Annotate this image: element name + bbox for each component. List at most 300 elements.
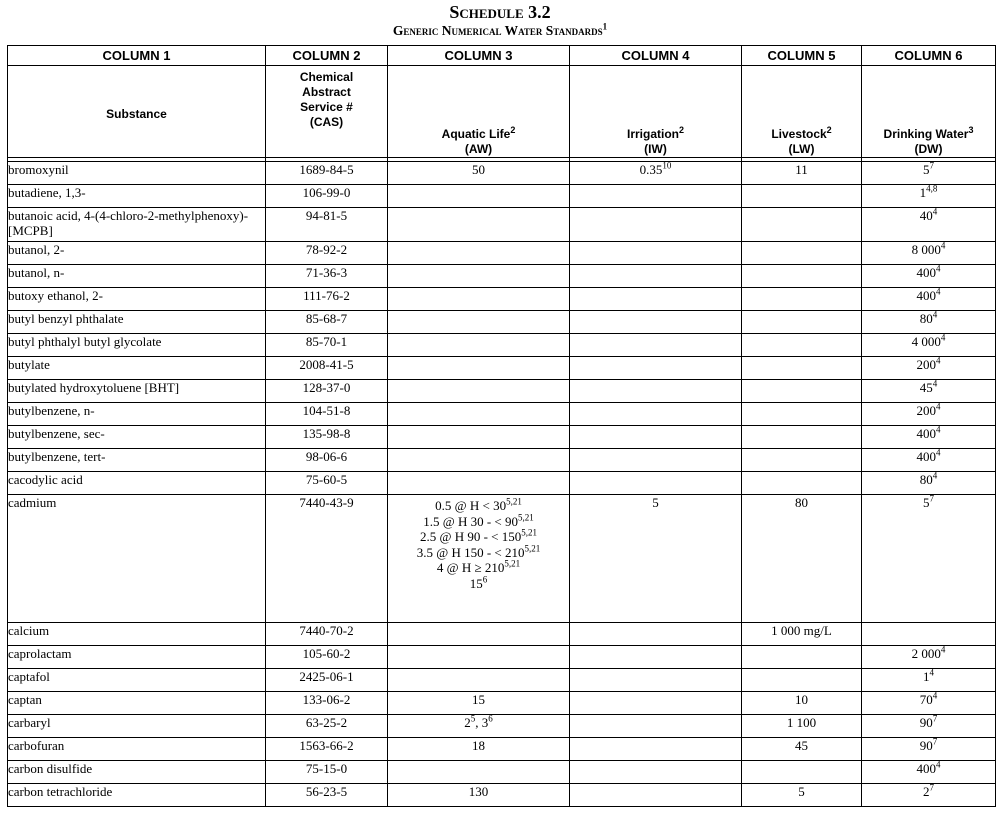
substance-cell bbox=[8, 426, 266, 449]
aquatic-life-value-text: 2 bbox=[464, 715, 471, 730]
aquatic-life-cell bbox=[388, 495, 570, 623]
irrigation-cell bbox=[570, 692, 742, 715]
aquatic-life-value-text: 50 bbox=[472, 162, 485, 177]
drinking-water-value: 1 bbox=[919, 185, 927, 200]
table-row bbox=[8, 311, 996, 334]
livestock-cell bbox=[742, 208, 862, 242]
table-body bbox=[8, 162, 996, 807]
irrigation-cell bbox=[570, 449, 742, 472]
substance-name: butanol, n- bbox=[8, 265, 65, 280]
drinking-water-cell bbox=[862, 208, 996, 242]
cas-cell bbox=[266, 495, 388, 623]
livestock-cell bbox=[742, 288, 862, 311]
livestock-value: 1 100 bbox=[786, 715, 817, 730]
livestock-cell bbox=[742, 185, 862, 208]
aquatic-life-cell bbox=[388, 715, 570, 738]
irrigation-cell bbox=[570, 472, 742, 495]
livestock-value: 5 bbox=[798, 784, 805, 799]
drinking-water-value: 80 bbox=[919, 311, 933, 326]
substance-name: butanoic acid, 4-(4-chloro-2-methylphenoxy)- [MCPB] bbox=[8, 208, 249, 238]
aquatic-life-value-text: 2.5 @ H 90 - < 150 bbox=[419, 529, 522, 544]
aquatic-life-cell bbox=[388, 738, 570, 761]
drinking-water-value-footnote: 7 bbox=[932, 713, 938, 724]
drinking-water-value: 400 bbox=[916, 426, 936, 441]
aquatic-life-cell bbox=[388, 403, 570, 426]
livestock-cell bbox=[742, 784, 862, 807]
table-row bbox=[8, 669, 996, 692]
livestock-cell bbox=[742, 242, 862, 265]
drinking-water-value: 70 bbox=[919, 692, 933, 707]
drinking-water-header-label: Drinking Water bbox=[883, 127, 969, 141]
drinking-water-cell bbox=[862, 311, 996, 334]
irrigation-cell bbox=[570, 185, 742, 208]
drinking-water-value: 80 bbox=[919, 472, 933, 487]
table-row bbox=[8, 380, 996, 403]
drinking-water-header-code: (DW) bbox=[914, 142, 943, 156]
livestock-cell bbox=[742, 761, 862, 784]
irrigation-value: 5 bbox=[652, 495, 659, 510]
cas-cell bbox=[266, 692, 388, 715]
irrigation-cell bbox=[570, 265, 742, 288]
aquatic-life-value-footnote: 5,21 bbox=[506, 496, 522, 507]
drinking-water-value: 400 bbox=[916, 449, 936, 464]
table-row bbox=[8, 288, 996, 311]
livestock-cell bbox=[742, 738, 862, 761]
irrigation-header bbox=[570, 66, 742, 158]
drinking-water-value: 400 bbox=[916, 288, 936, 303]
column-description-row bbox=[8, 66, 996, 158]
cas-number: 85-68-7 bbox=[305, 311, 348, 326]
irrigation-cell bbox=[570, 623, 742, 646]
drinking-water-value-footnote: 4 bbox=[929, 667, 934, 678]
drinking-water-value-footnote: 4 bbox=[932, 470, 938, 481]
aquatic-life-cell bbox=[388, 784, 570, 807]
irrigation-cell bbox=[570, 738, 742, 761]
drinking-water-value: 400 bbox=[916, 761, 936, 776]
livestock-value: 11 bbox=[795, 162, 808, 177]
substance-cell bbox=[8, 669, 266, 692]
cas-cell bbox=[266, 669, 388, 692]
livestock-cell bbox=[742, 357, 862, 380]
drinking-water-value: 90 bbox=[919, 738, 933, 753]
substance-name: butyl benzyl phthalate bbox=[8, 311, 124, 326]
column-5-header: COLUMN 5 bbox=[742, 46, 862, 66]
substance-header bbox=[8, 66, 266, 158]
irrigation-cell bbox=[570, 357, 742, 380]
cas-cell bbox=[266, 334, 388, 357]
irrigation-cell bbox=[570, 784, 742, 807]
aquatic-life-cell bbox=[388, 242, 570, 265]
column-number-row bbox=[8, 46, 996, 66]
water-standards-table bbox=[7, 45, 996, 807]
drinking-water-value: 200 bbox=[916, 403, 936, 418]
table-row bbox=[8, 265, 996, 288]
livestock-cell bbox=[742, 646, 862, 669]
cas-number: 75-60-5 bbox=[305, 472, 348, 487]
substance-name: carbofuran bbox=[8, 738, 65, 753]
drinking-water-value-footnote: 4 bbox=[940, 644, 946, 655]
drinking-water-footnote: 3 bbox=[968, 125, 974, 135]
table-row bbox=[8, 334, 996, 357]
substance-name: butylbenzene, tert- bbox=[8, 449, 106, 464]
cas-number: 56-23-5 bbox=[305, 784, 348, 799]
cas-header bbox=[266, 66, 388, 158]
irrigation-cell bbox=[570, 334, 742, 357]
cas-cell bbox=[266, 738, 388, 761]
aquatic-life-value-text: 4 @ H ≥ 210 bbox=[436, 560, 505, 575]
irrigation-header-code: (IW) bbox=[644, 142, 667, 156]
substance-name: captan bbox=[8, 692, 42, 707]
substance-name: cadmium bbox=[8, 495, 57, 510]
aquatic-life-value-footnote: 5,21 bbox=[521, 527, 538, 538]
cas-header-line-1: Chemical bbox=[299, 70, 354, 84]
substance-cell bbox=[8, 311, 266, 334]
table-row bbox=[8, 242, 996, 265]
irrigation-cell bbox=[570, 646, 742, 669]
cas-cell bbox=[266, 185, 388, 208]
table-row bbox=[8, 357, 996, 380]
cas-cell bbox=[266, 472, 388, 495]
livestock-cell bbox=[742, 449, 862, 472]
aquatic-life-value bbox=[388, 162, 569, 178]
aquatic-life-value bbox=[388, 738, 569, 754]
aquatic-life-value-footnote: 5,21 bbox=[518, 512, 534, 523]
aquatic-life-value-text: 15 bbox=[469, 575, 483, 591]
substance-cell bbox=[8, 403, 266, 426]
aquatic-life-cell bbox=[388, 311, 570, 334]
drinking-water-cell bbox=[862, 472, 996, 495]
irrigation-value-footnote: 10 bbox=[662, 160, 672, 171]
substance-cell bbox=[8, 646, 266, 669]
substance-cell bbox=[8, 761, 266, 784]
substance-name: butylated hydroxytoluene [BHT] bbox=[8, 380, 180, 395]
drinking-water-cell bbox=[862, 334, 996, 357]
substance-name: carbon tetrachloride bbox=[8, 784, 113, 799]
irrigation-cell bbox=[570, 208, 742, 242]
cas-cell bbox=[266, 288, 388, 311]
cas-cell bbox=[266, 380, 388, 403]
irrigation-value: 0.35 bbox=[639, 162, 663, 177]
irrigation-cell bbox=[570, 669, 742, 692]
substance-name: captafol bbox=[8, 669, 50, 684]
livestock-value: 45 bbox=[795, 738, 808, 753]
drinking-water-cell bbox=[862, 265, 996, 288]
irrigation-cell bbox=[570, 242, 742, 265]
cas-cell bbox=[266, 162, 388, 185]
substance-name: butoxy ethanol, 2- bbox=[8, 288, 103, 303]
table-row bbox=[8, 715, 996, 738]
livestock-footnote: 2 bbox=[826, 125, 832, 135]
cas-number: 71-36-3 bbox=[305, 265, 348, 280]
aquatic-life-cell bbox=[388, 692, 570, 715]
drinking-water-value: 2 bbox=[923, 784, 930, 799]
drinking-water-value-footnote: 4 bbox=[936, 286, 941, 297]
drinking-water-cell bbox=[862, 426, 996, 449]
drinking-water-value: 200 bbox=[916, 357, 936, 372]
drinking-water-cell bbox=[862, 495, 996, 623]
table-row bbox=[8, 738, 996, 761]
drinking-water-cell bbox=[862, 761, 996, 784]
irrigation-cell bbox=[570, 311, 742, 334]
livestock-cell bbox=[742, 403, 862, 426]
column-4-header: COLUMN 4 bbox=[570, 46, 742, 66]
substance-cell bbox=[8, 715, 266, 738]
drinking-water-cell bbox=[862, 162, 996, 185]
cas-number: 111-76-2 bbox=[303, 288, 350, 303]
cas-cell bbox=[266, 646, 388, 669]
cas-number: 98-06-6 bbox=[305, 449, 348, 464]
cas-number: 1563-66-2 bbox=[299, 738, 354, 753]
aquatic-life-value-text-2: , 3 bbox=[475, 715, 489, 730]
substance-cell bbox=[8, 380, 266, 403]
drinking-water-value-footnote: 7 bbox=[929, 782, 934, 793]
table-row bbox=[8, 208, 996, 242]
drinking-water-cell bbox=[862, 646, 996, 669]
cas-header-line-3: Service # bbox=[300, 100, 353, 114]
aquatic-life-header-label: Aquatic Life bbox=[441, 127, 511, 141]
cas-number: 75-15-0 bbox=[305, 761, 348, 776]
aquatic-life-cell bbox=[388, 334, 570, 357]
aquatic-life-value-footnote: 6 bbox=[482, 574, 488, 585]
table-row bbox=[8, 495, 996, 623]
irrigation-cell bbox=[570, 380, 742, 403]
drinking-water-value: 5 bbox=[923, 162, 930, 177]
cas-cell bbox=[266, 208, 388, 242]
cas-header-line-2: Abstract bbox=[302, 85, 351, 99]
irrigation-cell bbox=[570, 761, 742, 784]
substance-name: carbaryl bbox=[8, 715, 51, 730]
drinking-water-cell bbox=[862, 784, 996, 807]
livestock-cell bbox=[742, 495, 862, 623]
aquatic-life-value-text: 130 bbox=[468, 784, 489, 799]
cas-cell bbox=[266, 242, 388, 265]
column-6-header: COLUMN 6 bbox=[862, 46, 996, 66]
drinking-water-value-footnote: 7 bbox=[929, 160, 934, 171]
drinking-water-cell bbox=[862, 380, 996, 403]
livestock-cell bbox=[742, 669, 862, 692]
table-row bbox=[8, 472, 996, 495]
cas-cell bbox=[266, 403, 388, 426]
drinking-water-value-footnote: 4 bbox=[936, 424, 941, 435]
aquatic-life-value bbox=[388, 576, 569, 592]
livestock-value: 80 bbox=[795, 495, 808, 510]
substance-cell bbox=[8, 265, 266, 288]
column-2-header: COLUMN 2 bbox=[266, 46, 388, 66]
drinking-water-value: 45 bbox=[919, 380, 933, 395]
aquatic-life-value bbox=[388, 715, 569, 731]
subtitle-text: Generic Numerical Water Standards bbox=[392, 23, 603, 38]
aquatic-life-cell bbox=[388, 208, 570, 242]
livestock-cell bbox=[742, 472, 862, 495]
column-1-header: COLUMN 1 bbox=[8, 46, 266, 66]
cas-cell bbox=[266, 715, 388, 738]
cas-cell bbox=[266, 784, 388, 807]
aquatic-life-value bbox=[388, 784, 569, 800]
aquatic-life-cell bbox=[388, 426, 570, 449]
aquatic-life-footnote: 2 bbox=[510, 125, 516, 135]
table-row bbox=[8, 185, 996, 208]
aquatic-life-value-text: 3.5 @ H 150 - < 210 bbox=[416, 544, 525, 560]
column-3-header: COLUMN 3 bbox=[388, 46, 570, 66]
cas-cell bbox=[266, 357, 388, 380]
substance-cell bbox=[8, 288, 266, 311]
aquatic-life-value-text: 15 bbox=[472, 692, 485, 707]
drinking-water-value-footnote: 4 bbox=[932, 378, 938, 389]
aquatic-life-header-code: (AW) bbox=[464, 142, 493, 156]
aquatic-life-cell bbox=[388, 288, 570, 311]
aquatic-life-cell bbox=[388, 265, 570, 288]
cas-number: 133-06-2 bbox=[302, 692, 351, 707]
aquatic-life-cell bbox=[388, 472, 570, 495]
drinking-water-value-footnote: 4 bbox=[940, 240, 946, 251]
cas-number: 2425-06-1 bbox=[299, 669, 354, 684]
substance-cell bbox=[8, 692, 266, 715]
aquatic-life-cell bbox=[388, 449, 570, 472]
aquatic-life-value-text: 0.5 @ H < 30 bbox=[435, 498, 507, 513]
livestock-cell bbox=[742, 380, 862, 403]
livestock-header bbox=[742, 66, 862, 158]
livestock-cell bbox=[742, 311, 862, 334]
drinking-water-cell bbox=[862, 449, 996, 472]
aquatic-life-cell bbox=[388, 669, 570, 692]
irrigation-cell bbox=[570, 403, 742, 426]
table-row bbox=[8, 784, 996, 807]
livestock-value: 1 000 mg/L bbox=[771, 623, 832, 638]
aquatic-life-header bbox=[388, 66, 570, 158]
cas-cell bbox=[266, 761, 388, 784]
cas-number: 7440-70-2 bbox=[299, 623, 354, 638]
aquatic-life-value bbox=[388, 692, 569, 708]
livestock-cell bbox=[742, 265, 862, 288]
aquatic-life-value-footnote: 5,21 bbox=[504, 558, 521, 569]
substance-cell bbox=[8, 357, 266, 380]
drinking-water-value-footnote: 4 bbox=[936, 447, 941, 458]
drinking-water-value-footnote: 4 bbox=[940, 332, 946, 343]
aquatic-life-value-footnote-2: 6 bbox=[488, 713, 493, 724]
aquatic-life-value-text: 1.5 @ H 30 - < 90 bbox=[423, 513, 519, 529]
aquatic-life-value bbox=[388, 514, 569, 530]
livestock-cell bbox=[742, 426, 862, 449]
schedule-title: Schedule 3.2 bbox=[449, 2, 551, 22]
substance-cell bbox=[8, 784, 266, 807]
cas-header-line-4: (CAS) bbox=[309, 115, 344, 129]
cas-number: 135-98-8 bbox=[302, 426, 351, 441]
irrigation-cell bbox=[570, 495, 742, 623]
drinking-water-cell bbox=[862, 623, 996, 646]
cas-cell bbox=[266, 265, 388, 288]
substance-name: butylbenzene, sec- bbox=[8, 426, 105, 441]
substance-name: carbon disulfide bbox=[8, 761, 93, 776]
drinking-water-cell bbox=[862, 692, 996, 715]
table-row bbox=[8, 623, 996, 646]
drinking-water-cell bbox=[862, 715, 996, 738]
drinking-water-cell bbox=[862, 242, 996, 265]
substance-header-label: Substance bbox=[106, 107, 167, 121]
drinking-water-value-footnote: 4,8 bbox=[926, 183, 938, 194]
drinking-water-value: 8 000 bbox=[911, 242, 941, 257]
cas-cell bbox=[266, 426, 388, 449]
aquatic-life-value bbox=[388, 498, 569, 514]
aquatic-life-cell bbox=[388, 357, 570, 380]
substance-name: butylate bbox=[8, 357, 50, 372]
substance-name: butyl phthalyl butyl glycolate bbox=[8, 334, 162, 349]
irrigation-footnote: 2 bbox=[679, 125, 685, 135]
cas-number: 63-25-2 bbox=[305, 715, 348, 730]
irrigation-cell bbox=[570, 715, 742, 738]
aquatic-life-cell bbox=[388, 380, 570, 403]
cas-number: 106-99-0 bbox=[302, 185, 351, 200]
substance-cell bbox=[8, 449, 266, 472]
table-row bbox=[8, 403, 996, 426]
cas-number: 2008-41-5 bbox=[299, 357, 354, 372]
aquatic-life-value bbox=[388, 560, 569, 576]
aquatic-life-value bbox=[388, 529, 569, 545]
substance-name: bromoxynil bbox=[8, 162, 69, 177]
drinking-water-value-footnote: 4 bbox=[932, 206, 938, 217]
substance-name: butadiene, 1,3- bbox=[8, 185, 86, 200]
aquatic-life-cell bbox=[388, 185, 570, 208]
table-row bbox=[8, 692, 996, 715]
drinking-water-cell bbox=[862, 288, 996, 311]
cas-number: 7440-43-9 bbox=[299, 495, 354, 510]
cas-number: 105-60-2 bbox=[302, 646, 351, 661]
table-row bbox=[8, 162, 996, 185]
aquatic-life-value-footnote: 5 bbox=[470, 713, 476, 724]
livestock-cell bbox=[742, 623, 862, 646]
cas-cell bbox=[266, 623, 388, 646]
drinking-water-value: 4 000 bbox=[911, 334, 941, 349]
drinking-water-cell bbox=[862, 185, 996, 208]
table-row bbox=[8, 761, 996, 784]
substance-name: butanol, 2- bbox=[8, 242, 65, 257]
drinking-water-value-footnote: 4 bbox=[936, 355, 941, 366]
livestock-cell bbox=[742, 162, 862, 185]
drinking-water-value-footnote: 7 bbox=[929, 493, 934, 504]
livestock-header-code: (LW) bbox=[788, 142, 815, 156]
table-row bbox=[8, 646, 996, 669]
aquatic-life-value-footnote: 5,21 bbox=[524, 543, 541, 554]
drinking-water-value: 2 000 bbox=[911, 646, 941, 661]
table-row bbox=[8, 426, 996, 449]
cas-number: 78-92-2 bbox=[305, 242, 348, 257]
substance-cell bbox=[8, 472, 266, 495]
drinking-water-value: 5 bbox=[923, 495, 930, 510]
drinking-water-value-footnote: 4 bbox=[932, 309, 938, 320]
cas-number: 104-51-8 bbox=[302, 403, 351, 418]
drinking-water-value-footnote: 4 bbox=[936, 759, 941, 770]
substance-cell bbox=[8, 495, 266, 623]
irrigation-cell bbox=[570, 426, 742, 449]
drinking-water-header bbox=[862, 66, 996, 158]
aquatic-life-cell bbox=[388, 162, 570, 185]
substance-name: calcium bbox=[8, 623, 50, 638]
aquatic-life-cell bbox=[388, 646, 570, 669]
aquatic-life-cell bbox=[388, 623, 570, 646]
substance-cell bbox=[8, 242, 266, 265]
substance-cell bbox=[8, 623, 266, 646]
substance-cell bbox=[8, 162, 266, 185]
irrigation-cell bbox=[570, 162, 742, 185]
cas-cell bbox=[266, 449, 388, 472]
irrigation-header-label: Irrigation bbox=[626, 127, 679, 141]
drinking-water-value-footnote: 4 bbox=[936, 401, 941, 412]
livestock-cell bbox=[742, 334, 862, 357]
cas-number: 128-37-0 bbox=[302, 380, 351, 395]
livestock-cell bbox=[742, 715, 862, 738]
table-row bbox=[8, 449, 996, 472]
aquatic-life-value-text: 18 bbox=[472, 738, 485, 753]
drinking-water-value: 40 bbox=[919, 208, 933, 223]
